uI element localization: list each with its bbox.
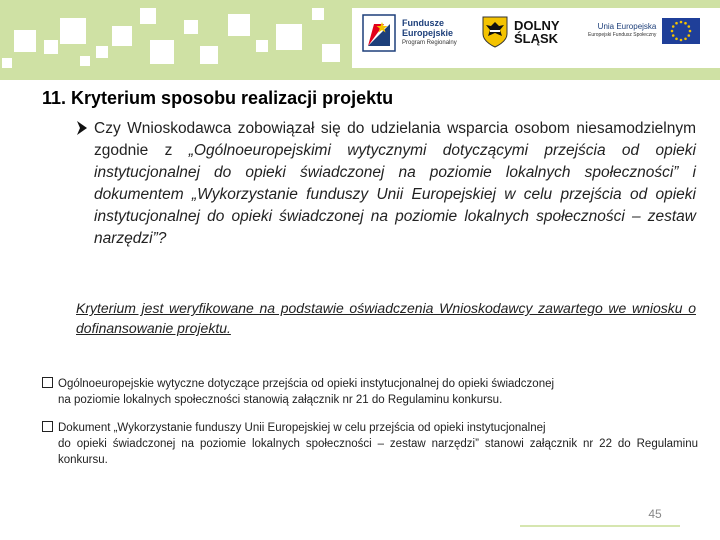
slide-title: 11. Kryterium sposobu realizacji projektu (42, 88, 394, 108)
decor-square (14, 30, 36, 52)
eu-flag-icon (662, 18, 700, 44)
note1-line1: Ogólnoeuropejskie wytyczne dotyczące przejścia od opieki instytucjonalnej do opieki świadczonej (58, 378, 555, 390)
unia-europejska-logo (588, 18, 700, 44)
decor-square (150, 40, 174, 64)
decor-square (276, 24, 302, 50)
decor-square (140, 8, 156, 24)
checkbox-bullet-icon (42, 421, 53, 432)
checkbox-bullet-icon (42, 377, 53, 388)
header-banner (0, 0, 720, 80)
decor-square (96, 46, 108, 58)
eagle-coat-of-arms-icon (482, 16, 508, 48)
decor-square (184, 20, 198, 34)
criterion-question (76, 118, 696, 250)
decor-square (200, 46, 218, 64)
fe-line3: Program Regionalny (402, 40, 457, 46)
eu-funds-star-icon (362, 14, 396, 52)
question-part1: Czy Wnioskodawca zobowiązał się do udzielania wsparcia osobom niesamodzielnym zgodnie z (94, 120, 696, 159)
decor-square (2, 58, 12, 68)
question-text (76, 118, 696, 250)
arrow-bullet-icon (76, 120, 88, 136)
decor-square (256, 40, 268, 52)
ue-line2: Europejski Fundusz Społeczny (588, 32, 657, 38)
fe-line1: Fundusze (402, 18, 444, 28)
note-item (42, 376, 698, 408)
note2-line2: do opieki świadczonej na poziomie lokalnych społeczności – zestaw narzędzi” stanowi załącznik nr 22 do Regulaminu konkursu. (58, 438, 698, 466)
note2-line1: Dokument „Wykorzystanie funduszy Unii Europejskiej w celu przejścia od opieki instytucjonalnej (58, 422, 546, 434)
fe-line2: Europejskie (402, 28, 454, 38)
decor-square (80, 56, 90, 66)
logo-strip (352, 8, 720, 68)
decor-square (322, 44, 340, 62)
note-item (42, 420, 698, 468)
ds-line1: DOLNY (514, 18, 560, 33)
decor-square (44, 40, 58, 54)
verification-statement: Kryterium jest weryfikowane na podstawie oświadczenia Wnioskodawcy zawartego we wniosku o dofinansowanie projektu. (76, 300, 696, 336)
note1-line2: na poziomie lokalnych społeczności stanowią załącznik nr 21 do Regulaminu konkursu. (58, 394, 503, 406)
question-part2: „Ogólnoeuropejskimi wytycznymi dotyczącymi przejścia od opieki instytucjonalnej do opieki świadczonej na poziomie lokalnych społeczności” i dokumentem „Wykorzystanie funduszy Unii Europejskiej w celu przejścia od opieki instytucjonalnej do opieki świadczonej na poziomie lokalnych społeczności – zestaw narzędzi”? (94, 142, 696, 247)
ds-line2: ŚLĄSK (514, 31, 559, 46)
footer-rule (520, 525, 680, 527)
decor-square (112, 26, 132, 46)
fundusze-europejskie-logo (362, 14, 457, 52)
ue-line1: Unia Europejska (597, 22, 657, 31)
page-number: 45 (648, 507, 662, 521)
dolny-slask-logo (482, 16, 560, 48)
decor-square (60, 18, 86, 44)
decor-square (312, 8, 324, 20)
decor-square (228, 14, 250, 36)
